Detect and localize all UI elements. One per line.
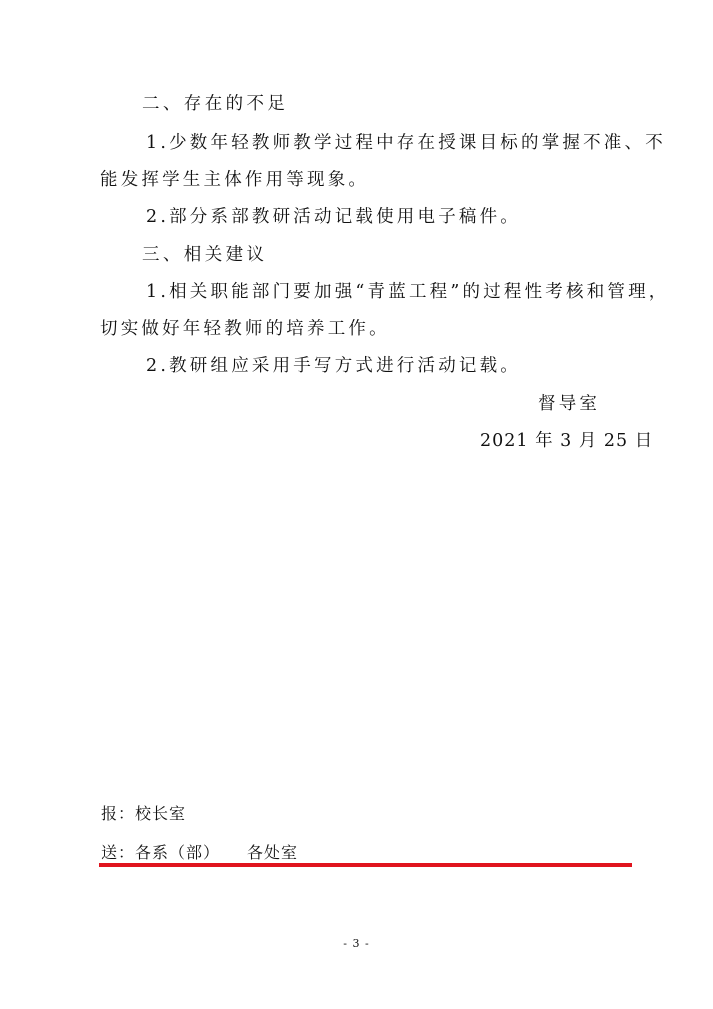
signature-office: 督导室 (538, 394, 601, 414)
section-2-item-1-line-2: 能发挥学生主体作用等现象。 (100, 170, 370, 190)
red-divider-rule (99, 863, 632, 867)
section-2-heading: 二、存在的不足 (142, 94, 289, 114)
page-number: - 3 - (343, 937, 370, 950)
section-3-item-2: 2.教研组应采用手写方式进行活动记载。 (146, 356, 521, 376)
send-to-departments: 送：各系（部） (101, 843, 221, 862)
section-2-item-2: 2.部分系部教研活动记载使用电子稿件。 (146, 207, 521, 227)
section-3-heading: 三、相关建议 (142, 245, 268, 265)
send-to-offices: 各处室 (247, 843, 299, 862)
section-3-item-1-line-1: 1.相关职能部门要加强“青蓝工程”的过程性考核和管理， (146, 282, 670, 302)
signature-date: 2021 年 3 月 25 日 (480, 431, 654, 451)
report-to-line: 报：校长室 (101, 804, 187, 823)
section-2-item-1-line-1: 1.少数年轻教师教学过程中存在授课目标的掌握不准、不 (146, 133, 666, 153)
section-3-item-1-line-2: 切实做好年轻教师的培养工作。 (100, 319, 390, 339)
